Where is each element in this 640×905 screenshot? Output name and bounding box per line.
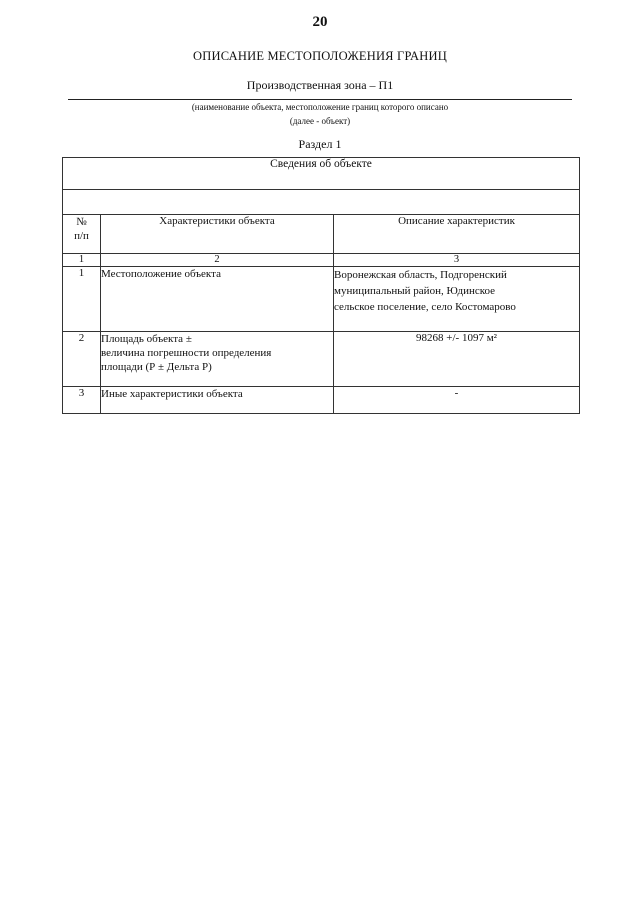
header-number — [63, 215, 101, 254]
table-row — [63, 387, 580, 414]
description-line: Воронежская область, Подгоренский — [334, 269, 507, 281]
column-index: 2 — [101, 254, 334, 267]
description-line: сельское поселение, село Костомарово — [334, 301, 516, 313]
table-row — [63, 267, 580, 332]
caption-line-1: (наименование объекта, местоположение границ которого описано — [191, 102, 449, 112]
header-number-symbol: № — [76, 216, 87, 228]
page-number: 20 — [312, 14, 328, 30]
section-label: Раздел 1 — [298, 137, 342, 151]
row-characteristic: Местоположение объекта — [101, 267, 334, 332]
characteristic-line: величина погрешности определения — [101, 347, 272, 359]
column-index: 1 — [63, 254, 101, 267]
table-row — [63, 332, 580, 387]
characteristic-line: Площадь объекта ± — [101, 333, 192, 345]
row-description — [334, 267, 580, 332]
caption-line-2: (далее - объект) — [289, 116, 351, 126]
underline-divider — [68, 99, 572, 100]
row-description: - — [334, 387, 580, 414]
characteristic-line: площади (Р ± Дельта Р) — [101, 361, 212, 373]
row-characteristic — [101, 332, 334, 387]
row-characteristic: Иные характеристики объекта — [101, 387, 334, 414]
header-description: Описание характеристик — [334, 215, 580, 254]
header-characteristics: Характеристики объекта — [101, 215, 334, 254]
table-blank-row — [63, 190, 580, 215]
header-number-abbr: п/п — [74, 230, 89, 242]
row-number: 2 — [63, 332, 101, 387]
table-title: Сведения об объекте — [63, 158, 580, 190]
document-title: ОПИСАНИЕ МЕСТОПОЛОЖЕНИЯ ГРАНИЦ — [193, 49, 447, 63]
description-line: муниципальный район, Юдинское — [334, 285, 496, 297]
row-description: 98268 +/- 1097 м² — [334, 332, 580, 387]
column-index: 3 — [334, 254, 580, 267]
object-name: Производственная зона – П1 — [246, 78, 394, 92]
object-info-table — [62, 157, 580, 414]
row-number: 3 — [63, 387, 101, 414]
row-number: 1 — [63, 267, 101, 332]
